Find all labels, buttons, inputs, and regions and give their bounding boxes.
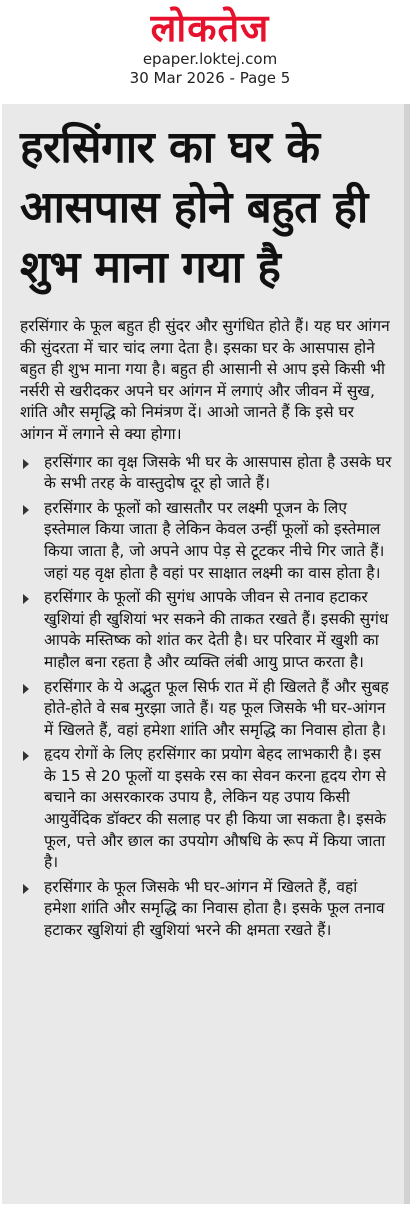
triangle-bullet-icon: [23, 459, 29, 469]
site-url[interactable]: epaper.loktej.com: [142, 50, 278, 68]
bullet-item: [2, 587, 392, 673]
bullet-item: [2, 877, 392, 942]
bullet-text: हरसिंगार के ये अद्भुत फूल सिर्फ रात में ही खिलते हैं और सुबह होते-होते वे सब मुरझा जाते हैं। यह फूल जिसके भी घर-आंगन में खिलते हैं, वहां हमेशा शांति और समृद्धि का निवास होता है।: [44, 677, 389, 739]
bullet-item: [2, 744, 392, 874]
bullet-text: हरसिंगार के फूल जिसके भी घर-आंगन में खिलते हैं, वहां हमेशा शांति और समृद्धि का निवास होता है। इसके फूल तनाव हटाकर खुशियां ही खुशियां भरने की क्षमता रखते हैं।: [44, 877, 385, 940]
bullet-text: हरसिंगार का वृक्ष जिसके भी घर के आसपास होता है उसके घर के सभी तरह के वास्तुदोष दूर हो जाते हैं।: [44, 452, 392, 493]
bullet-item: [2, 498, 392, 584]
triangle-bullet-icon: [23, 884, 29, 894]
article-card: [2, 104, 410, 1204]
dateline: 30 Mar 2026 - Page 5: [129, 69, 291, 87]
bullet-text: हृदय रोगों के लिए हरसिंगार का प्रयोग बेहद लाभकारी है। इस के 15 से 20 फूलों या इसके रस का सेवन करना हृदय रोग से बचाने का असरकारक उपाय है, लेकिन यह उपाय किसी आयुर्वेदिक डॉक्टर की सलाह पर ही किया जा सकता है। इसके फूल, पत्ते और छाल का उपयोग औषधि के रूप में किया जाता है।: [44, 745, 387, 872]
bullet-item: [2, 452, 392, 495]
article-intro: हरसिंगार के फूल बहुत ही सुंदर और सुगंधित होते हैं। यह घर आंगन की सुंदरता में चार चांद लगा देता है। इसका घर के आसपास होने बहुत ही शुभ माना गया है। बहुत ही आसानी से आप इसे किसी भी नर्सरी से खरीदकर अपने घर आंगन में लगाएं और जीवन में सुख, शांति और समृद्धि को निमंत्रण दें। आओ जानते हैं कि इसे घर आंगन में लगाने से क्या होगा।: [20, 317, 390, 443]
article-headline: हरसिंगार का घर के आसपास होने बहुत ही शुभ माना गया है: [20, 122, 368, 293]
bullet-text: हरसिंगार के फूलों की सुगंध आपके जीवन से तनाव हटाकर खुशियां ही खुशियां भर सकने की ताकत रखते हैं। इसकी सुगंध आपके मस्तिष्क को शांत कर देती है। घर परिवार में खुशी का माहौल बना रहता है और व्यक्ति लंबी आयु प्राप्त करता है।: [44, 588, 389, 671]
triangle-bullet-icon: [23, 505, 29, 515]
bullet-text: हरसिंगार के फूलों को खासतौर पर लक्ष्मी पूजन के लिए इस्तेमाल किया जाता है लेकिन केवल उन्हीं फूलों को इस्तेमाल किया जाता है, जो अपने आप पेड़ से टूटकर नीचे गिर जाते हैं। जहां यह वृक्ष होता है वहां पर साक्षात लक्ष्मी का वास होता है।: [44, 498, 385, 582]
bullet-item: [2, 677, 392, 742]
bullet-list: [2, 452, 404, 942]
newspaper-logo: लोकतेज: [150, 6, 270, 50]
triangle-bullet-icon: [23, 751, 29, 761]
masthead: [0, 0, 420, 100]
triangle-bullet-icon: [23, 684, 29, 694]
triangle-bullet-icon: [23, 594, 29, 604]
